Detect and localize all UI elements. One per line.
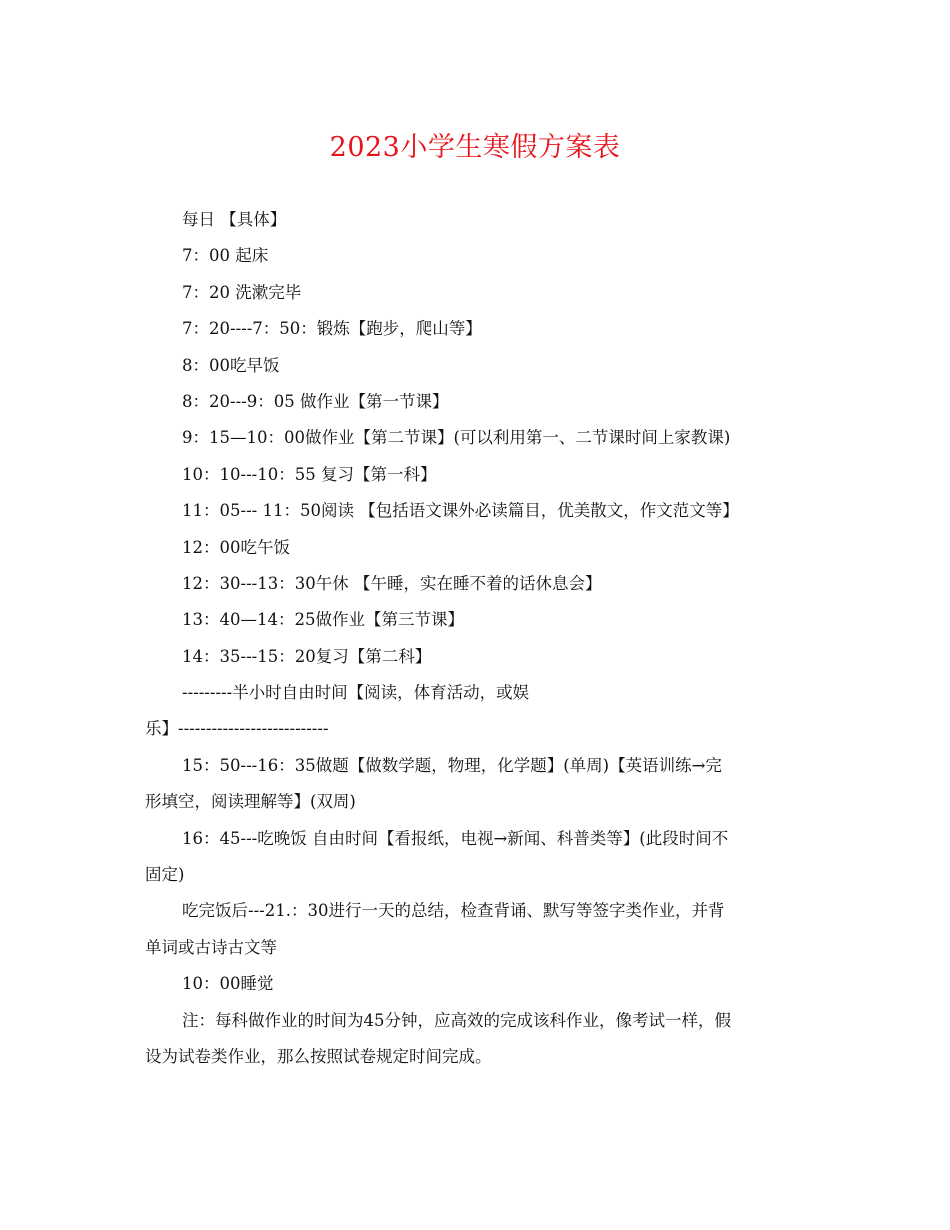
body-line: 16：45---吃晚饭 自由时间【看报纸，电视→新闻、科普类等】(此段时间不 [182,828,729,848]
document-body [145,202,805,1075]
body-line: 12：30---13：30午休 【午睡，实在睡不着的话休息会】 [182,573,602,593]
body-line: 形填空，阅读理解等】(双周) [145,792,356,812]
body-line: 8：20---9：05 做作业【第一节课】 [182,391,449,411]
body-line: 每日 【具体】 [182,210,287,229]
body-line: 单词或古诗古文等 [145,937,277,957]
body-line: 10：00睡觉 [182,974,274,994]
body-line: 8：00吃早饭 [182,355,280,375]
body-line: 15：50---16：35做题【做数学题，物理，化学题】(单周)【英语训练→完 [182,755,722,775]
body-line: 14：35---15：20复习【第二科】 [182,646,432,666]
body-line: 固定) [145,865,185,885]
body-line: 13：40—14：25做作业【第三节课】 [182,610,464,630]
body-line: 11：05--- 11：50阅读 【包括语文课外必读篇目，优美散文，作文范文等】 [182,501,739,521]
body-line: 10：10---10：55 复习【第一科】 [182,464,437,484]
body-line: 乐】--------------------------- [145,719,329,739]
body-line: 注：每科做作业的时间为45分钟，应高效的完成该科作业，像考试一样，假 [182,1010,731,1030]
body-line: 吃完饭后---21.：30进行一天的总结，检查背诵、默写等签字类作业，并背 [182,901,725,921]
document-title: 2023小学生寒假方案表 [329,132,621,163]
body-line: 9：15—10：00做作业【第二节课】(可以利用第一、二节课时间上家教课) [182,428,731,448]
body-line: 7：20----7：50：锻炼【跑步，爬山等】 [182,319,482,339]
body-line: 7：20 洗漱完毕 [182,282,302,302]
body-line: 设为试卷类作业，那么按照试卷规定时间完成。 [145,1046,492,1066]
body-line: 7：00 起床 [182,246,269,266]
body-line: ---------半小时自由时间【阅读，体育活动，或娱 [182,683,530,703]
body-line: 12：00吃午饭 [182,537,290,557]
